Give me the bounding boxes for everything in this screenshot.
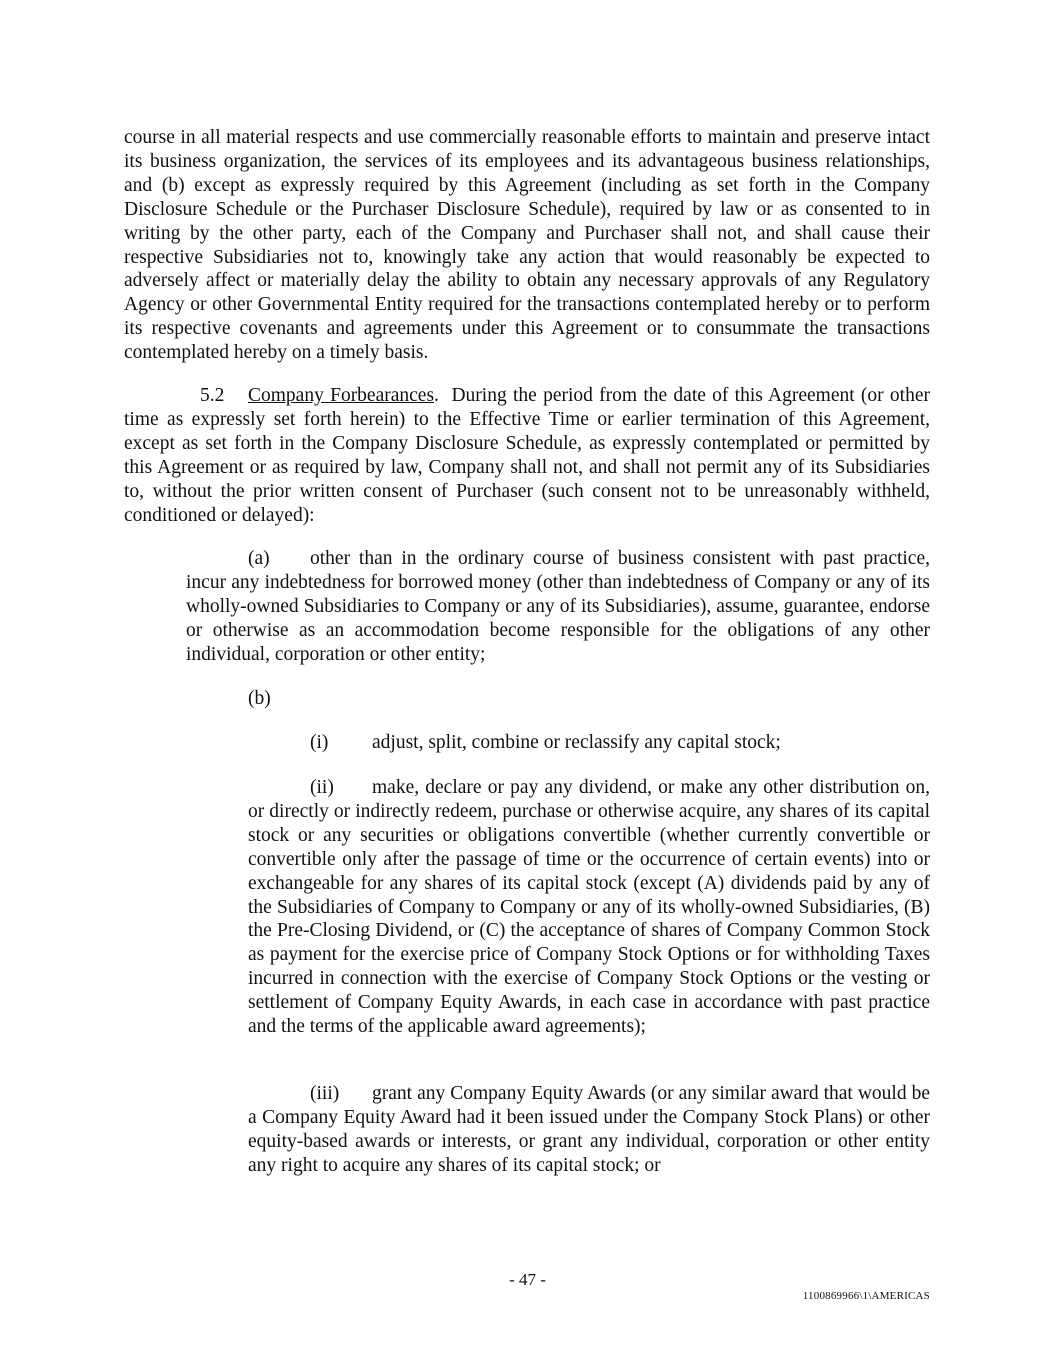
item-b-i-text: adjust, split, combine or reclassify any capital stock; [372,732,781,753]
item-b-paragraph [248,687,930,711]
item-b-i-paragraph [248,731,930,755]
document-id: 1100869966\1\AMERICAS [802,1290,930,1302]
item-b-label: (b) [248,688,271,709]
item-b-i-label: (i) [310,732,329,753]
item-a-label: (a) [248,548,270,569]
item-b-iii-text: grant any Company Equity Awards (or any similar award that would be a Company Equity Award had it been issued under the Company Stock Plans) or other equity-based awards or interests, or grant any individual, corporation or other entity any right to acquire any shares of its capital stock; or [248,1083,930,1176]
item-b-ii-paragraph [248,776,930,1039]
item-b-iii-paragraph [248,1082,930,1178]
item-b-ii-text: make, declare or pay any dividend, or make any other distribution on, or directly or indirectly redeem, purchase or otherwise acquire, any shares of its capital stock or any securities or obligations convertible (whether currently convertible or convertible only after the passage of time or the occurrence of certain events) into or exchangeable for any shares of its capital stock (except (A) dividends paid by any of the Subsidiaries of Company to Company or any of its wholly-owned Subsidiaries, (B) the Pre-Closing Dividend, or (C) the acceptance of shares of Company Common Stock as payment for the exercise price of Company Stock Options or for withholding Taxes incurred in connection with the exercise of Company Stock Options or the vesting or settlement of Company Equity Awards, in each case in accordance with past practice and the terms of the applicable award agreements); [248,777,930,1038]
item-a-text: other than in the ordinary course of business consistent with past practice, incur any indebtedness for borrowed money (other than indebtedness of Company or any of its wholly-owned Subsidiaries to Company or any of its Subsidiaries), assume, guarantee, endorse or otherwise as an accommodation become responsible for the obligations of any other individual, corporation or other entity; [186,548,930,665]
item-b-iii-label: (iii) [310,1083,340,1104]
section-heading: Company Forbearances [248,385,435,406]
section-5-2-paragraph [124,384,930,527]
section-number: 5.2 [200,385,225,406]
item-b-ii-label: (ii) [310,777,334,798]
page-number: - 47 - [509,1270,546,1289]
section-heading-suffix: . [434,385,439,406]
intro-paragraph: course in all material respects and use commercially reasonable efforts to maintain and preserve intact its business organization, the services of its employees and its advantageous business relationships, and (b) except as expressly required by this Agreement (including as set forth in the Company Disclosure Schedule or the Purchaser Disclosure Schedule), required by law or as consented to in writing by the other party, each of the Company and Purchaser shall not, and shall cause their respective Subsidiaries not to, knowingly take any action that would reasonably be expected to adversely affect or materially delay the ability to obtain any necessary approvals of any Regulatory Agency or other Governmental Entity required for the transactions contemplated hereby or to perform its respective covenants and agreements under this Agreement or to consummate the transactions contemplated hereby on a timely basis. [124,127,930,364]
item-a-paragraph [186,547,930,667]
section-body: During the period from the date of this Agreement (or other time as expressly set forth herein) to the Effective Time or earlier termination of this Agreement, except as set forth in the Company Disclosure Schedule, as expressly contemplated or permitted by this Agreement or as required by law, Company shall not, and shall not permit any of its Subsidiaries to, without the prior written consent of Purchaser (such consent not to be unreasonably withheld, conditioned or delayed): [124,385,930,526]
